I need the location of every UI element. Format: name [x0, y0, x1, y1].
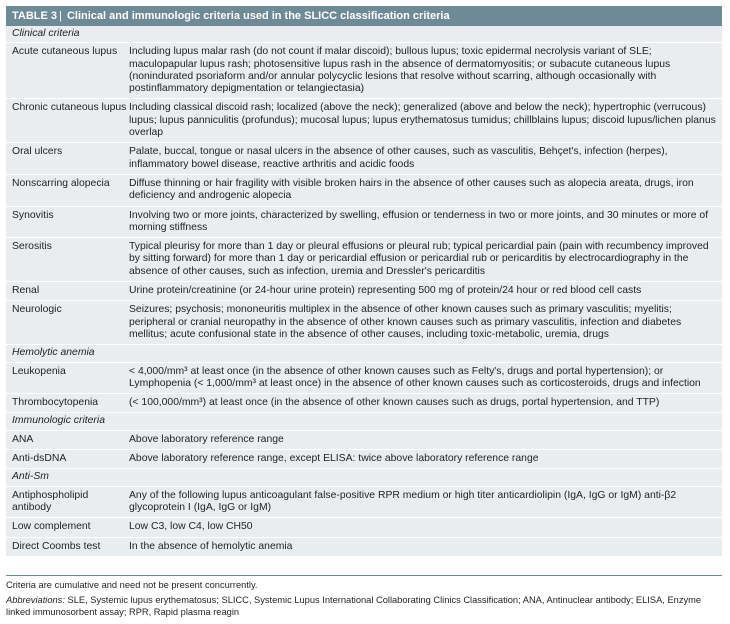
criterion-description: < 4,000/mm³ at least once (in the absence of other known causes such as Felty's, drugs and portal hypertension); or Lymphopenia (< 1,000/mm³ at least once) in the absence of other known causes such as corticosteroids, drugs and infection [129, 365, 701, 389]
criterion-description: Above laboratory reference range [129, 433, 284, 445]
table-row [6, 98, 722, 142]
criterion-label: Acute cutaneous lupus [12, 46, 118, 58]
criterion-label: Direct Coombs test [12, 540, 101, 552]
criterion-label: Anti-dsDNA [12, 453, 67, 465]
table-row [6, 362, 722, 394]
criterion-description: Low C3, low C4, low CH50 [129, 521, 253, 533]
abbreviations-text: SLE, Systemic lupus erythematosus; SLICC, Systemic Lupus International Collaborating Clinics Classification; ANA, Antinuclear antibody; ELISA, Enzyme linked immunosorbent assay; RPR, Rapid plasma reagin [6, 595, 702, 617]
criterion-label: Chronic cutaneous lupus [12, 102, 127, 114]
criterion-description: Any of the following lupus anticoagulant false-positive RPR medium or high titer anticardiolipin (IgA, IgG or IgM) anti-β2 glycoprotein I (IgA, IgG or IgM) [129, 489, 677, 513]
table-row [6, 393, 722, 412]
table-label: TABLE 3 [12, 10, 58, 22]
section-heading: Anti-Sm [6, 468, 722, 485]
table-row [6, 281, 722, 300]
table-row [6, 300, 722, 344]
criterion-label: ANA [12, 433, 34, 445]
table-row [6, 449, 722, 468]
table-row [6, 142, 722, 174]
table-row [6, 486, 722, 518]
criterion-description: Diffuse thinning or hair fragility with visible broken hairs in the absence of other causes such as alopecia areata, drugs, iron deficiency and androgenic alopecia [129, 177, 694, 202]
table-row [6, 206, 722, 238]
section-heading: Clinical criteria [12, 28, 80, 39]
footnote-note: Criteria are cumulative and need not be present concurrently. [6, 580, 258, 590]
table-body [6, 26, 722, 556]
table-row [6, 42, 722, 98]
criterion-description: (< 100,000/mm³) at least once (in the absence of other known causes such as drugs, portal hypertension, and TTP) [129, 397, 660, 409]
abbreviations-label: Abbreviations: [6, 595, 65, 605]
table-caption [6, 6, 722, 26]
criterion-label: Leukopenia [12, 365, 66, 377]
table-title: Clinical and immunologic criteria used in the SLICC classification criteria [66, 10, 450, 22]
criterion-label: Neurologic [12, 304, 62, 316]
criteria-table [6, 6, 722, 556]
criterion-label: Nonscarring alopecia [12, 177, 110, 189]
criterion-label: Antiphospholipid antibody [12, 489, 89, 513]
criterion-description: Including classical discoid rash; localized (above the neck); generalized (above and below the neck); hypertrophic (verrucous) lupus; lupus panniculitis (profundus); mucosal lupus; lupus erythematosus tumidus; chillblains lupus; discoid lupus/lichen planus overlap [129, 102, 716, 139]
criterion-label: Thrombocytopenia [12, 397, 99, 409]
criterion-description: Typical pleurisy for more than 1 day or pleural effusions or pleural rub; typical pericardial pain (pain with recumbency improved by sitting forward) for more than 1 day or pericardial effusion or pericardial rub or pericarditis by electrocardiography in the absence of other causes, such as infection, uremia and Dressler's pericarditis [129, 241, 709, 277]
criterion-label: Low complement [12, 521, 91, 533]
criterion-description: Including lupus malar rash (do not count if malar discoid); bullous lupus; toxic epidermal necrolysis variant of SLE; maculopapular lupus rash; photosensitive lupus rash in the absence of dermatomyositis; or subacute cutaneous lupus (nonindurated psoriaform and/or annular polycyclic lesions that resolve without scarring, although occasionally with postinflammatory depigmentation or telangiectasia) [129, 46, 671, 95]
section-heading: Immunologic criteria [6, 412, 722, 429]
criterion-description: In the absence of hemolytic anemia [129, 540, 293, 552]
table-separator: | [59, 10, 62, 22]
table-row [6, 517, 722, 536]
criterion-description: Palate, buccal, tongue or nasal ulcers in the absence of other causes, such as vasculitis, Behçet's, infection (herpes), inflammatory bowel disease, reactive arthritis and acidic foods [129, 146, 668, 170]
criterion-label: Synovitis [12, 209, 54, 221]
table-footnotes [6, 575, 722, 621]
criterion-description: Urine protein/creatinine (or 24-hour urine protein) representing 500 mg of protein/24 hour or red blood cell casts [129, 285, 642, 297]
criterion-label: Renal [12, 285, 40, 297]
table-row [6, 237, 722, 281]
criterion-label: Serositis [12, 241, 52, 253]
table-row [6, 430, 722, 449]
criterion-description: Seizures; psychosis; mononeuritis multiplex in the absence of other known causes such as primary vasculitis; myelitis; peripheral or cranial neuropathy in the absence of other known causes such as primary vasculitis, infection and diabetes mellitus; acute confusional state in the absence of other causes, including toxic-metabolic, uremia, drugs [129, 304, 682, 340]
criterion-label: Oral ulcers [12, 146, 63, 158]
footnote-abbreviations [6, 594, 722, 618]
table-row [6, 174, 722, 206]
criterion-description: Above laboratory reference range, except ELISA: twice above laboratory reference range [129, 453, 539, 465]
table-row [6, 537, 722, 556]
section-heading: Hemolytic anemia [6, 344, 722, 361]
criterion-description: Involving two or more joints, characterized by swelling, effusion or tenderness in two or more joints, and 30 minutes or more of morning stiffness [129, 209, 709, 233]
